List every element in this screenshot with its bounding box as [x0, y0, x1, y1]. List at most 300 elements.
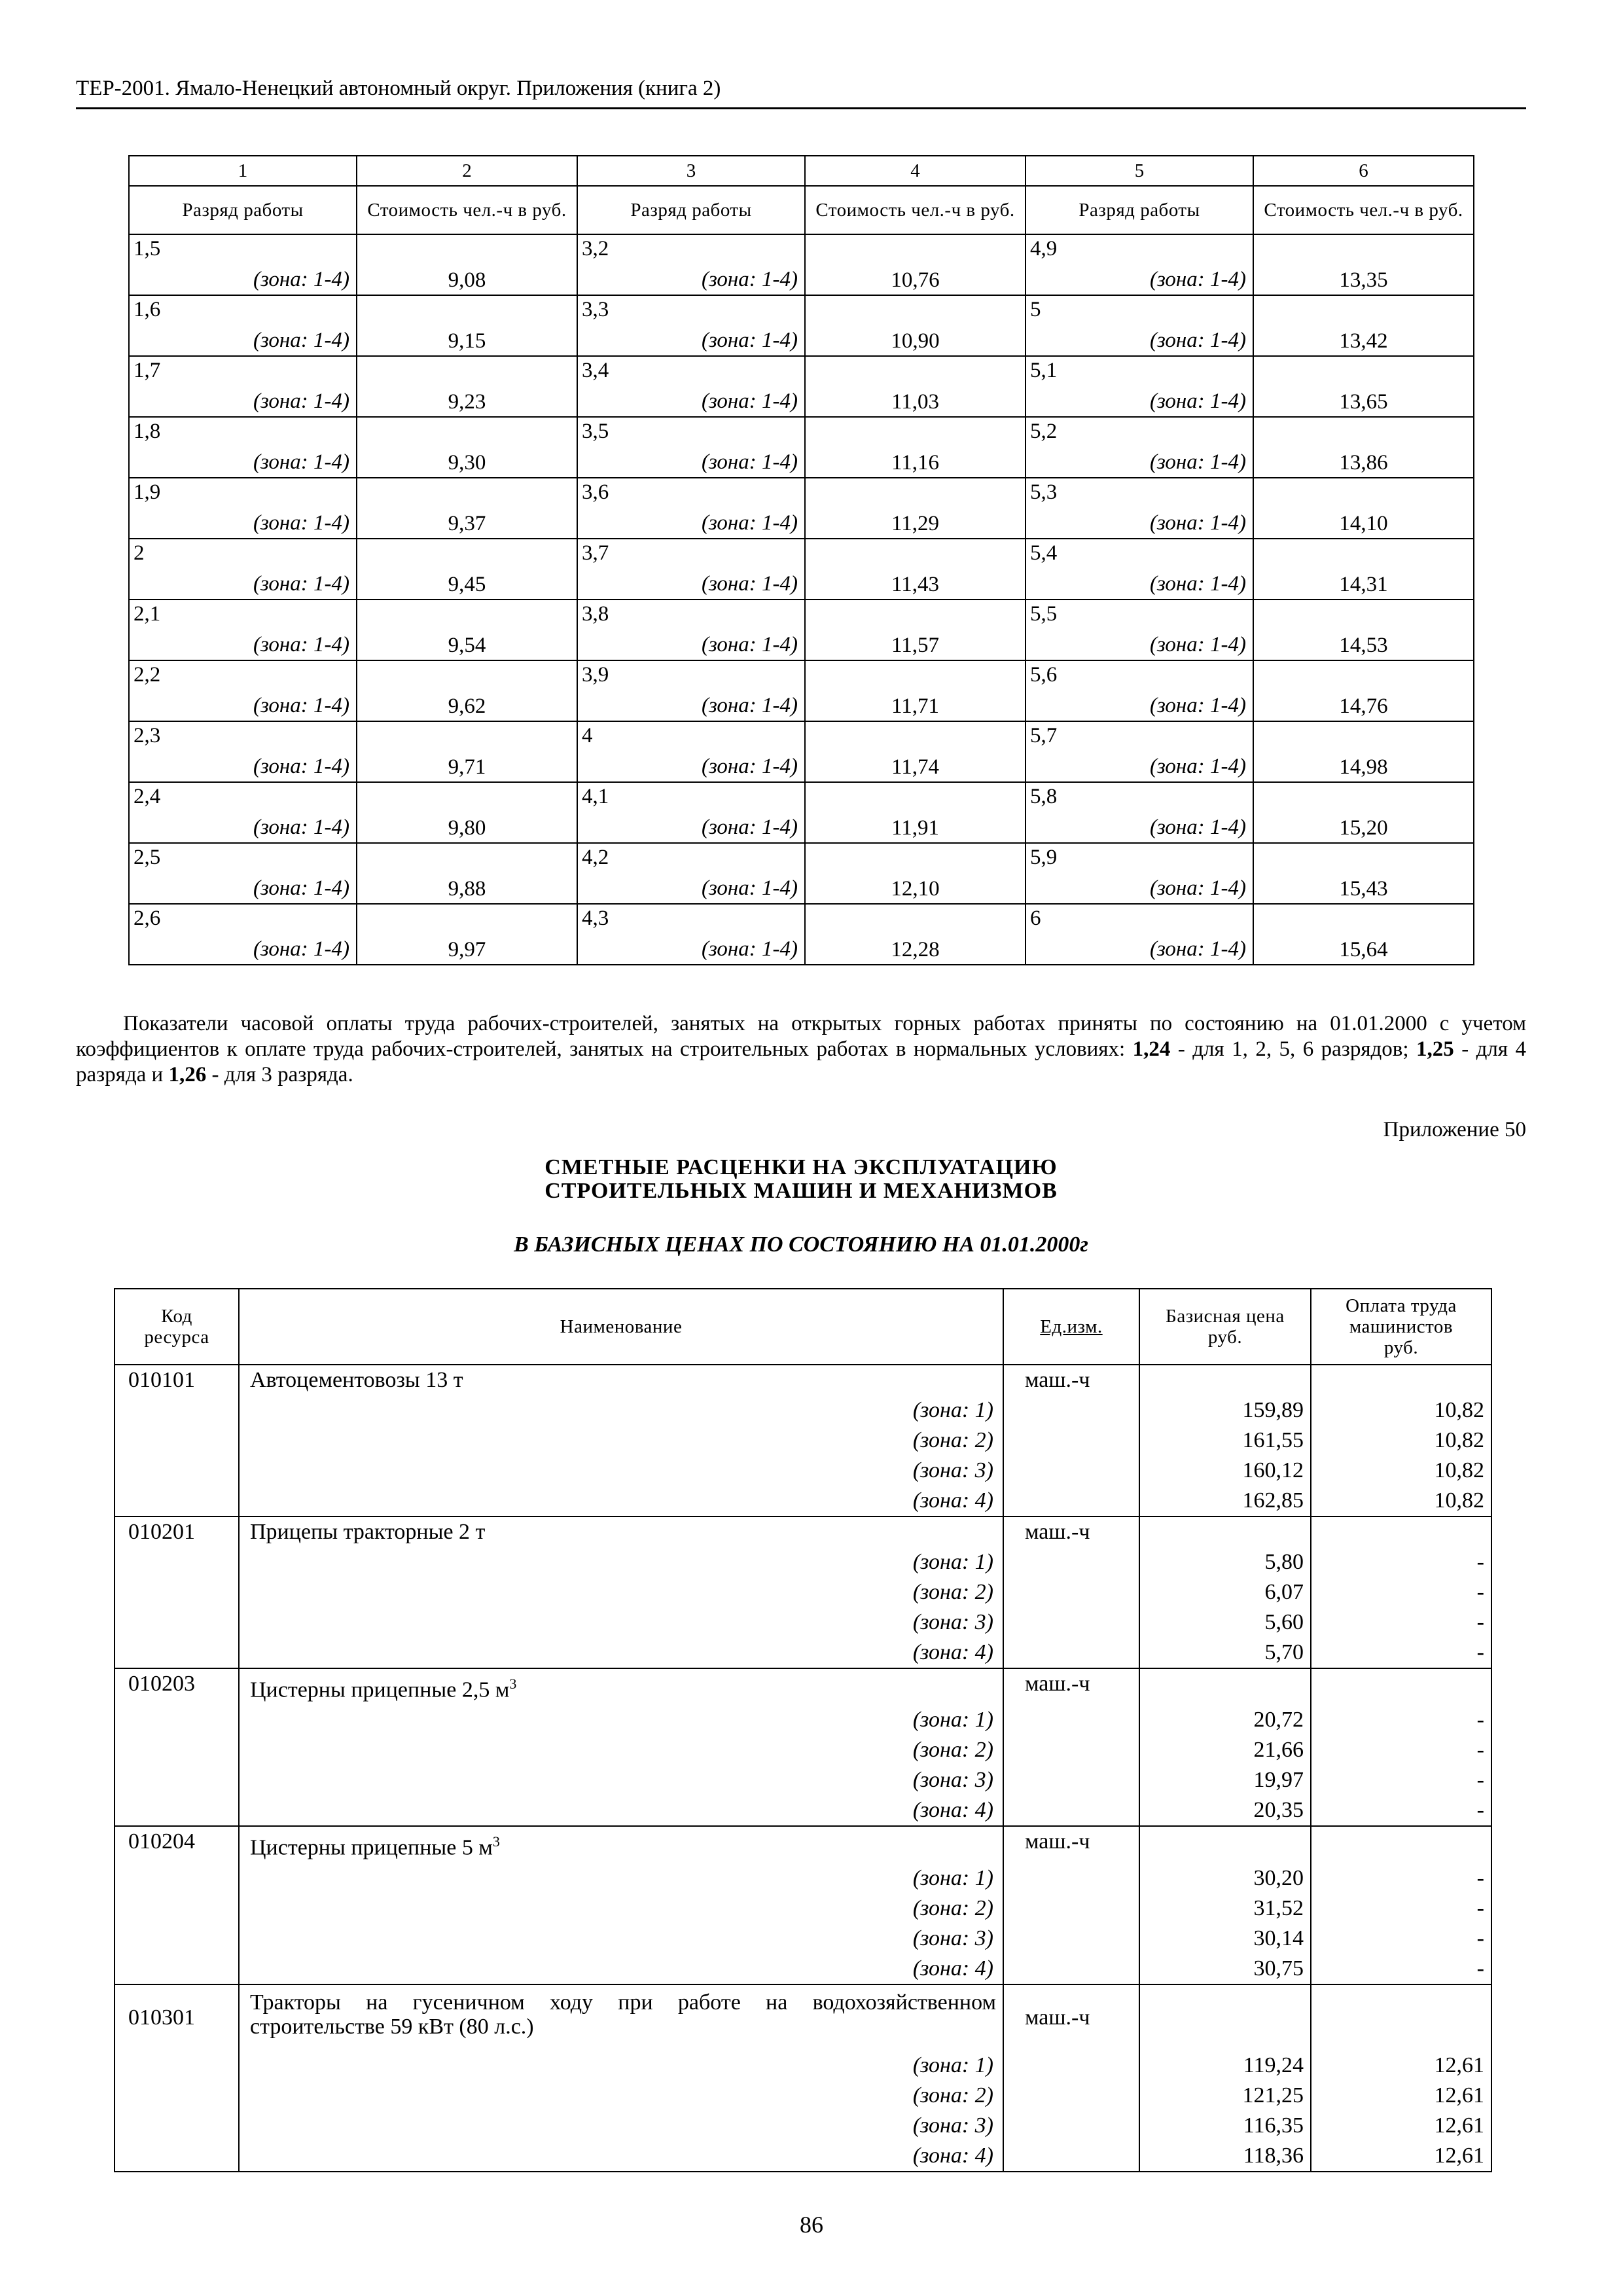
grade-cell [129, 782, 357, 843]
empty-cell [1003, 1924, 1139, 1954]
operator-pay: - [1311, 1893, 1491, 1924]
empty-cell [1003, 1954, 1139, 1984]
base-price: 30,75 [1139, 1954, 1311, 1984]
cost-cell: 10,76 [805, 234, 1026, 295]
unit-exponent: 3 [509, 1676, 517, 1692]
base-price: 5,80 [1139, 1547, 1311, 1577]
section-subtitle: В БАЗИСНЫХ ЦЕНАХ ПО СОСТОЯНИЮ НА 01.01.2000г [514, 1232, 1088, 1257]
cost-cell: 11,29 [805, 478, 1026, 539]
table-row [129, 660, 1474, 721]
resource-row [115, 1826, 1491, 1863]
cost-cell: 15,64 [1253, 904, 1474, 965]
operator-pay: 10,82 [1311, 1426, 1491, 1456]
grade-value: 1,8 [134, 420, 161, 443]
empty-cell [1003, 2111, 1139, 2141]
table-row [129, 904, 1474, 965]
grade-value: 5,4 [1030, 541, 1058, 565]
zone-label: (зона: 2) [239, 1577, 1003, 1607]
zone-label: (зона: 1) [239, 1547, 1003, 1577]
zone-label: (зона: 1-4) [701, 755, 798, 778]
zone-label: (зона: 1-4) [253, 511, 349, 535]
base-price: 116,35 [1139, 2111, 1311, 2141]
grade-cell [577, 782, 805, 843]
cost-cell: 9,62 [357, 660, 577, 721]
zone-label: (зона: 1-4) [701, 511, 798, 535]
empty-cell [1311, 1365, 1491, 1395]
zone-row [115, 1395, 1491, 1426]
col-header-cost: Стоимость чел.-ч в руб. [805, 186, 1026, 234]
grade-value: 3,5 [582, 420, 609, 443]
grade-cell [577, 904, 805, 965]
column-number-row [129, 156, 1474, 186]
empty-cell [115, 1765, 239, 1795]
resource-unit: маш.-ч [1003, 1826, 1139, 1863]
zone-label: (зона: 1) [239, 1863, 1003, 1893]
grade-cell [577, 539, 805, 600]
cost-cell: 9,45 [357, 539, 577, 600]
zone-label: (зона: 1-4) [253, 876, 349, 900]
table-row [129, 478, 1474, 539]
cost-cell: 9,88 [357, 843, 577, 904]
grade-value: 2,4 [134, 785, 161, 808]
table-row [129, 234, 1474, 295]
zone-label: (зона: 1-4) [253, 633, 349, 656]
base-price: 5,60 [1139, 1607, 1311, 1638]
header-pay: Оплата труда машинистов руб. [1311, 1289, 1491, 1365]
empty-cell [1311, 1826, 1491, 1863]
table-row [129, 417, 1474, 478]
empty-cell [115, 2081, 239, 2111]
resource-row [115, 1365, 1491, 1395]
zone-row [115, 2051, 1491, 2081]
zone-row [115, 1456, 1491, 1486]
empty-cell [1139, 1668, 1311, 1705]
operator-pay: - [1311, 1547, 1491, 1577]
operator-pay: - [1311, 1765, 1491, 1795]
table-row [129, 782, 1474, 843]
grade-value: 1,5 [134, 237, 161, 260]
base-price: 19,97 [1139, 1765, 1311, 1795]
empty-cell [1139, 1365, 1311, 1395]
zone-label: (зона: 1-4) [253, 572, 349, 596]
zone-label: (зона: 1-4) [1149, 511, 1246, 535]
zone-label: (зона: 1-4) [253, 816, 349, 839]
resource-name: Прицепы тракторные 2 т [239, 1516, 1003, 1547]
table-row [129, 721, 1474, 782]
grade-cell [577, 660, 805, 721]
grade-value: 3,8 [582, 602, 609, 626]
grade-cell [129, 478, 357, 539]
zone-label: (зона: 1-4) [701, 268, 798, 291]
table-header-row [115, 1289, 1491, 1365]
empty-cell [1003, 1735, 1139, 1765]
zone-row [115, 1705, 1491, 1735]
zone-label: (зона: 1-4) [701, 572, 798, 596]
grade-value: 3,2 [582, 237, 609, 260]
operator-pay: - [1311, 1705, 1491, 1735]
zone-label: (зона: 3) [239, 1456, 1003, 1486]
resource-row [115, 1668, 1491, 1705]
cost-cell: 10,90 [805, 295, 1026, 356]
empty-cell [1003, 1607, 1139, 1638]
empty-cell [115, 1735, 239, 1765]
zone-label: (зона: 2) [239, 1893, 1003, 1924]
base-price: 6,07 [1139, 1577, 1311, 1607]
grade-value: 2,1 [134, 602, 161, 626]
base-price: 119,24 [1139, 2051, 1311, 2081]
grade-cell [1026, 417, 1253, 478]
zone-label: (зона: 1-4) [701, 694, 798, 717]
machine-rate-table [114, 1288, 1492, 2172]
grade-cell [129, 356, 357, 417]
grade-cell [129, 295, 357, 356]
grade-value: 2,6 [134, 906, 161, 930]
appendix-label: Приложение 50 [1383, 1118, 1526, 1141]
empty-cell [1311, 1668, 1491, 1705]
grade-cell [129, 417, 357, 478]
grade-cell [1026, 600, 1253, 660]
zone-label: (зона: 1-4) [1149, 876, 1246, 900]
zone-label: (зона: 2) [239, 1426, 1003, 1456]
operator-pay: 12,61 [1311, 2111, 1491, 2141]
note-paragraph: Показатели часовой оплаты труда рабочих-строителей, занятых на открытых горных работах приняты по состоянию на 01.01.2000 с учетом коэффициентов к оплате труда рабочих-строителей, занятых на строительных работах в нормальных условиях: 1,24 - для 1, 2, 5, 6 разрядов; 1,25 - для 4 разряда и 1,26 - для 3 разряда. [76, 1012, 1527, 1086]
zone-label: (зона: 1-4) [1149, 389, 1246, 413]
zone-label: (зона: 1-4) [1149, 816, 1246, 839]
zone-label: (зона: 1-4) [253, 755, 349, 778]
col-number: 4 [805, 156, 1026, 186]
base-price: 118,36 [1139, 2141, 1311, 2172]
grade-value: 5,1 [1030, 359, 1058, 382]
operator-pay: 12,61 [1311, 2141, 1491, 2172]
zone-label: (зона: 1-4) [1149, 694, 1246, 717]
empty-cell [1139, 1826, 1311, 1863]
cost-cell: 14,53 [1253, 600, 1474, 660]
cost-cell: 15,43 [1253, 843, 1474, 904]
col-number: 3 [577, 156, 805, 186]
grade-cell [129, 600, 357, 660]
grade-cell [129, 721, 357, 782]
operator-pay: - [1311, 1638, 1491, 1668]
zone-label: (зона: 1-4) [1149, 268, 1246, 291]
col-header-grade: Разряд работы [1026, 186, 1253, 234]
grade-value: 5,9 [1030, 846, 1058, 869]
zone-label: (зона: 1-4) [253, 268, 349, 291]
zone-row [115, 2081, 1491, 2111]
empty-cell [1003, 1395, 1139, 1426]
grade-value: 5 [1030, 298, 1041, 321]
operator-pay: - [1311, 1863, 1491, 1893]
empty-cell [1139, 1984, 1311, 2051]
zone-label: (зона: 1-4) [1149, 450, 1246, 474]
grade-value: 5,8 [1030, 785, 1058, 808]
empty-cell [1139, 1516, 1311, 1547]
zone-label: (зона: 1-4) [701, 816, 798, 839]
resource-unit: маш.-ч [1003, 1365, 1139, 1395]
resource-name: Цистерны прицепные 5 $м^3$ [239, 1826, 1003, 1863]
grade-cell [1026, 539, 1253, 600]
resource-code: 010101 [115, 1365, 239, 1395]
grade-value: 5,7 [1030, 724, 1058, 747]
zone-label: (зона: 1-4) [701, 329, 798, 352]
cost-cell: 9,23 [357, 356, 577, 417]
empty-cell [1003, 1765, 1139, 1795]
unit-exponent: 3 [492, 1833, 500, 1850]
table-row [129, 600, 1474, 660]
empty-cell [115, 1705, 239, 1735]
resource-name: Автоцементовозы 13 т [239, 1365, 1003, 1395]
grade-value: 1,9 [134, 480, 161, 504]
cost-cell: 11,71 [805, 660, 1026, 721]
zone-label: (зона: 4) [239, 1638, 1003, 1668]
base-price: 159,89 [1139, 1395, 1311, 1426]
zone-row [115, 1795, 1491, 1826]
empty-cell [1003, 1456, 1139, 1486]
empty-cell [115, 1893, 239, 1924]
zone-row [115, 1486, 1491, 1516]
cost-cell: 13,42 [1253, 295, 1474, 356]
zone-row [115, 1638, 1491, 1668]
resource-code: 010301 [115, 1984, 239, 2051]
zone-label: (зона: 1-4) [1149, 937, 1246, 961]
empty-cell [1003, 1638, 1139, 1668]
table-row [129, 539, 1474, 600]
resource-name: Тракторы на гусеничном ходу при работе на водохозяйственном строительстве 59 кВт (80 л.с.) [239, 1984, 1003, 2051]
resource-code: 010204 [115, 1826, 239, 1863]
cost-cell: 12,28 [805, 904, 1026, 965]
header-code: Код ресурса [115, 1289, 239, 1365]
col-number: 2 [357, 156, 577, 186]
operator-pay: 12,61 [1311, 2081, 1491, 2111]
column-header-row [129, 186, 1474, 234]
empty-cell [115, 1395, 239, 1426]
empty-cell [115, 2051, 239, 2081]
table-row [129, 843, 1474, 904]
cost-cell: 9,15 [357, 295, 577, 356]
empty-cell [115, 1795, 239, 1826]
zone-label: (зона: 4) [239, 1954, 1003, 1984]
empty-cell [115, 2111, 239, 2141]
resource-row [115, 1984, 1491, 2051]
empty-cell [115, 1547, 239, 1577]
cost-cell: 9,08 [357, 234, 577, 295]
header-price: Базисная цена руб. [1139, 1289, 1311, 1365]
grade-value: 2,3 [134, 724, 161, 747]
zone-label: (зона: 3) [239, 1924, 1003, 1954]
grade-cell [129, 904, 357, 965]
empty-cell [1003, 1547, 1139, 1577]
coef-2: 1,25 [1416, 1037, 1454, 1061]
col-number: 5 [1026, 156, 1253, 186]
grade-cell [577, 843, 805, 904]
zone-row [115, 2141, 1491, 2172]
cost-cell: 9,30 [357, 417, 577, 478]
grade-value: 6 [1030, 906, 1041, 930]
grade-cell [1026, 843, 1253, 904]
table-row [129, 295, 1474, 356]
empty-cell [115, 1607, 239, 1638]
empty-cell [115, 1486, 239, 1516]
empty-cell [115, 1577, 239, 1607]
grade-cell [1026, 782, 1253, 843]
grade-cell [577, 600, 805, 660]
base-price: 31,52 [1139, 1893, 1311, 1924]
grade-cell [577, 721, 805, 782]
cost-cell: 15,20 [1253, 782, 1474, 843]
zone-label: (зона: 4) [239, 2141, 1003, 2172]
grade-value: 5,2 [1030, 420, 1058, 443]
zone-label: (зона: 1-4) [1149, 755, 1246, 778]
zone-row [115, 1863, 1491, 1893]
base-price: 5,70 [1139, 1638, 1311, 1668]
zone-label: (зона: 3) [239, 2111, 1003, 2141]
operator-pay: - [1311, 1607, 1491, 1638]
resource-code: 010203 [115, 1668, 239, 1705]
empty-cell [115, 1456, 239, 1486]
cost-cell: 9,37 [357, 478, 577, 539]
zone-row [115, 1765, 1491, 1795]
col-number: 1 [129, 156, 357, 186]
grade-cell [577, 417, 805, 478]
zone-label: (зона: 4) [239, 1795, 1003, 1826]
zone-label: (зона: 1-4) [701, 937, 798, 961]
grade-cell [129, 843, 357, 904]
grade-value: 4,9 [1030, 237, 1058, 260]
cost-cell: 14,98 [1253, 721, 1474, 782]
operator-pay: 10,82 [1311, 1456, 1491, 1486]
empty-cell [115, 1924, 239, 1954]
cost-cell: 11,57 [805, 600, 1026, 660]
empty-cell [1003, 1795, 1139, 1826]
header-unit: Ед.изм. [1003, 1289, 1139, 1365]
zone-label: (зона: 1-4) [253, 329, 349, 352]
empty-cell [1311, 1984, 1491, 2051]
empty-cell [1003, 2081, 1139, 2111]
zone-label: (зона: 1-4) [253, 389, 349, 413]
zone-label: (зона: 1-4) [1149, 633, 1246, 656]
operator-pay: 12,61 [1311, 2051, 1491, 2081]
zone-label: (зона: 1-4) [253, 450, 349, 474]
grade-value: 5,3 [1030, 480, 1058, 504]
zone-label: (зона: 1) [239, 1395, 1003, 1426]
empty-cell [1003, 1577, 1139, 1607]
grade-value: 4 [582, 724, 593, 747]
grade-value: 3,4 [582, 359, 609, 382]
cost-cell: 11,74 [805, 721, 1026, 782]
coef-3: 1,26 [168, 1063, 207, 1086]
empty-cell [1003, 2141, 1139, 2172]
zone-label: (зона: 1-4) [701, 389, 798, 413]
col-number: 6 [1253, 156, 1474, 186]
cost-cell: 9,71 [357, 721, 577, 782]
zone-label: (зона: 3) [239, 1607, 1003, 1638]
zone-label: (зона: 3) [239, 1765, 1003, 1795]
base-price: 161,55 [1139, 1426, 1311, 1456]
operator-pay: 10,82 [1311, 1395, 1491, 1426]
base-price: 20,35 [1139, 1795, 1311, 1826]
cost-cell: 13,35 [1253, 234, 1474, 295]
zone-row [115, 1954, 1491, 1984]
zone-label: (зона: 1-4) [253, 937, 349, 961]
zone-label: (зона: 1) [239, 2051, 1003, 2081]
coef-1: 1,24 [1132, 1037, 1171, 1061]
cost-cell: 14,10 [1253, 478, 1474, 539]
grade-value: 3,9 [582, 663, 609, 687]
grade-value: 3,7 [582, 541, 609, 565]
cost-cell: 13,65 [1253, 356, 1474, 417]
grade-value: 5,5 [1030, 602, 1058, 626]
grade-value: 4,1 [582, 785, 609, 808]
header-name: Наименование [239, 1289, 1003, 1365]
grade-cell [1026, 660, 1253, 721]
resource-code: 010201 [115, 1516, 239, 1547]
empty-cell [115, 1954, 239, 1984]
grade-cell [577, 356, 805, 417]
empty-cell [1003, 2051, 1139, 2081]
col-header-cost: Стоимость чел.-ч в руб. [357, 186, 577, 234]
cost-cell: 12,10 [805, 843, 1026, 904]
base-price: 30,14 [1139, 1924, 1311, 1954]
col-header-grade: Разряд работы [577, 186, 805, 234]
cost-cell: 11,43 [805, 539, 1026, 600]
empty-cell [115, 1863, 239, 1893]
grade-value: 5,6 [1030, 663, 1058, 687]
resource-row [115, 1516, 1491, 1547]
zone-row [115, 1893, 1491, 1924]
grade-value: 2 [134, 541, 145, 565]
cost-cell: 9,97 [357, 904, 577, 965]
zone-row [115, 1577, 1491, 1607]
zone-label: (зона: 1) [239, 1705, 1003, 1735]
operator-pay: - [1311, 1924, 1491, 1954]
grade-cell [1026, 721, 1253, 782]
zone-row [115, 1426, 1491, 1456]
zone-row [115, 1547, 1491, 1577]
empty-cell [115, 1426, 239, 1456]
grade-cell [1026, 234, 1253, 295]
empty-cell [1003, 1863, 1139, 1893]
cost-cell: 11,03 [805, 356, 1026, 417]
grade-value: 2,2 [134, 663, 161, 687]
running-header: ТЕР-2001. Ямало-Ненецкий автономный округ. Приложения (книга 2) [76, 73, 1526, 109]
grade-value: 4,3 [582, 906, 609, 930]
resource-unit: маш.-ч [1003, 1516, 1139, 1547]
empty-cell [115, 1638, 239, 1668]
zone-label: (зона: 4) [239, 1486, 1003, 1516]
zone-row [115, 1735, 1491, 1765]
cost-cell: 13,86 [1253, 417, 1474, 478]
cost-cell: 11,91 [805, 782, 1026, 843]
col-header-cost: Стоимость чел.-ч в руб. [1253, 186, 1474, 234]
grade-cell [129, 234, 357, 295]
operator-pay: - [1311, 1735, 1491, 1765]
grade-cell [577, 295, 805, 356]
section-title: СМЕТНЫЕ РАСЦЕНКИ НА ЭКСПЛУАТАЦИЮ СТРОИТЕЛЬНЫХ МАШИН И МЕХАНИЗМОВ [544, 1155, 1058, 1203]
cost-cell: 14,76 [1253, 660, 1474, 721]
cost-cell: 14,31 [1253, 539, 1474, 600]
grade-cell [1026, 904, 1253, 965]
labor-rate-table [128, 155, 1474, 965]
col-header-grade: Разряд работы [129, 186, 357, 234]
page-number: 86 [800, 2212, 823, 2238]
grade-cell [129, 539, 357, 600]
empty-cell [115, 2141, 239, 2172]
empty-cell [1003, 1426, 1139, 1456]
cost-cell: 11,16 [805, 417, 1026, 478]
table-row [129, 356, 1474, 417]
operator-pay: - [1311, 1795, 1491, 1826]
zone-label: (зона: 1-4) [701, 450, 798, 474]
grade-value: 3,3 [582, 298, 609, 321]
